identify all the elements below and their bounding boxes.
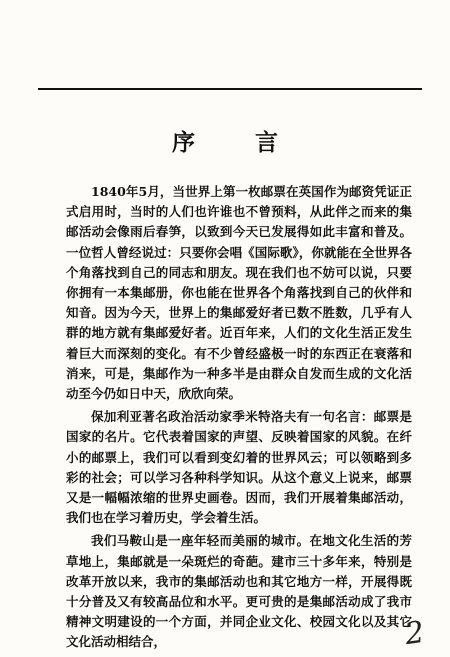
page-title: 序 言: [171, 129, 304, 156]
body-text: [66, 182, 412, 656]
top-rule: [38, 88, 422, 90]
dash-mark: [40, 88, 64, 90]
page-number: 2: [402, 614, 427, 653]
paragraph-2: 保加利亚著名政治活动家季米特洛夫有一句名言：邮票是国家的名片。它代表着国家的声望、反映着国家的风貌。在纤小的邮票上，我们可以看到变幻着的世界风云；可以领略到多彩的社会；可以学习各种科学知识。从这个意义上说来，邮票又是一幅幅浓缩的世界史画卷。因而，我们开展着集邮活动，我们也在学习着历史，学会着生活。: [66, 409, 412, 526]
paragraph-1: 1840年5月，当世界上第一枚邮票在英国作为邮资凭证正式启用时，当时的人们也许谁也不曾预料，从此伴之而来的集邮活动会像雨后春笋，以致到今天已发展得如此丰富和普及。一位哲人曾经说过：只要你会唱《国际歌》，你就能在全世界各个角落找到自己的同志和朋友。现在我们也不妨可以说，只要你拥有一本集邮册，你也能在世界各个角落找到自己的伙伴和知音。因为今天，世界上的集邮爱好者已数不胜数，几乎有人群的地方就有集邮爱好者。近百年来，人们的文化生活正发生着巨大而深刻的变化。有不少曾经盛极一时的东西正在衰落和消来，可是，集邮作为一种多半是由群众自发而生成的文化活动至今仍如日中天，欣欣向荣。: [66, 184, 412, 402]
paragraph-3: 我们马鞍山是一座年轻而美丽的城市。在地文化生活的芳草地上，集邮就是一朵斑烂的奇葩。建市三十多年来，特别是改革开放以来，我市的集邮活动也和其它地方一样，开展得既十分普及又有较高品位和水平。更可贵的是集邮活动成了我市精神文明建设的一个方面，并同企业文化、校园文化以及其它文化活动相结合，: [66, 533, 412, 650]
